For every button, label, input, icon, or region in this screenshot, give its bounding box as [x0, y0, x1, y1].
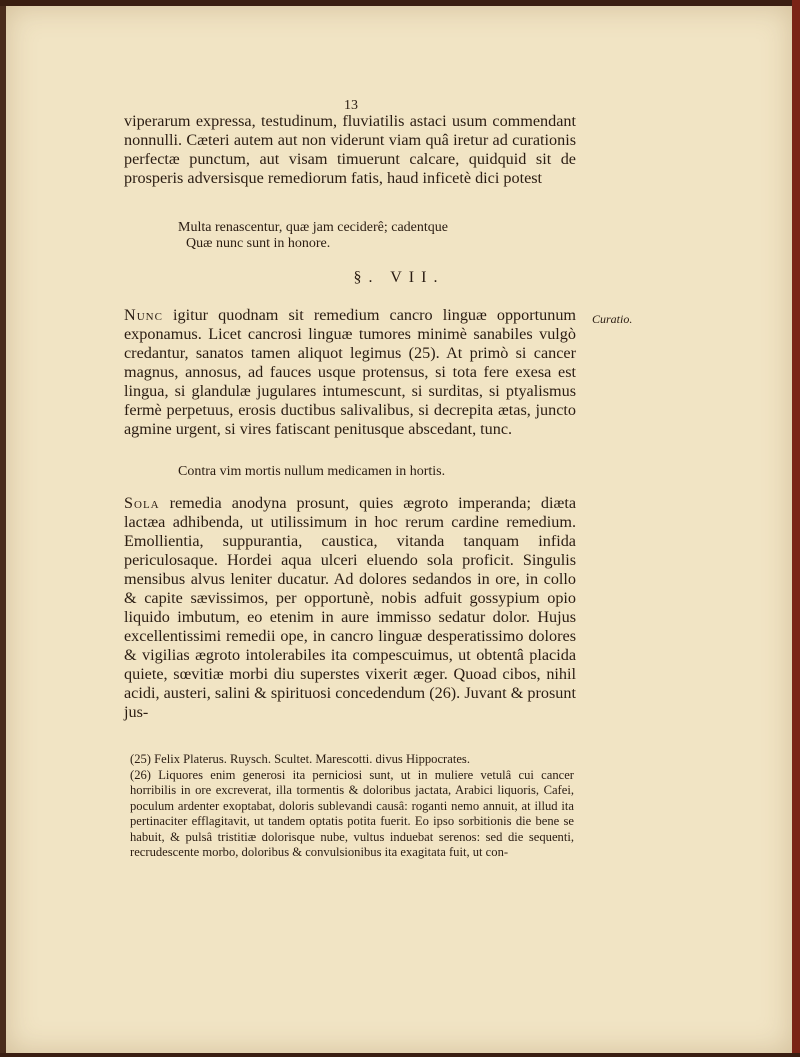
page-number: 13	[344, 98, 358, 113]
footnotes	[130, 752, 574, 861]
scan-edge-right	[792, 0, 800, 1057]
proverb-quote: Contra vim mortis nullum medicamen in hortis.	[178, 464, 446, 479]
book-page	[6, 6, 792, 1053]
paragraph-curatio	[124, 306, 576, 439]
paragraph-lead-word: Sola	[124, 494, 160, 512]
paragraph-lead-word: Nunc	[124, 306, 163, 324]
scan-edge-bottom	[0, 1053, 800, 1057]
paragraph-remedies	[124, 494, 576, 722]
verse-quote	[178, 220, 538, 252]
paragraph-body: igitur quodnam sit remedium cancro linguæ opportunum exponamus. Licet cancrosi linguæ tumores minimè sanabiles vulgò credantur, sanatos tamen aliquot legimus (25). At primò si cancer magnus, annosus, ad fauces usque protensus, si tota fere exesa est lingua, si glandulæ jugulares intumescunt, si surditas, si ptyalismus fermè perpetuus, erosis ductibus salivalibus, si decrepita ætas, juncto agmine urgent, si vires fatiscant penitusque abscedant, tunc.	[124, 306, 577, 438]
paragraph-body: remedia anodyna prosunt, quies ægroto imperanda; diæta lactæa adhibenda, ut utilissimum in hoc rerum cardine remedium. Emollientia, suppurantia, caustica, vitanda tanquam infida periculosaque. Hordei aqua ulceri eluendo sola proficit. Singulis mensibus alvus leniter ducatur. Ad dolores sedandos in ore, in collo & capite sævissimos, per opportunè, nobis adfuit gossypium opio liquido imbutum, eo etenim in aure immisso sedatur dolor. Hujus excellentissimi remedii ope, in cancro linguæ desperatissimo dolores & vigilias ægroto intolerabiles ita compescuimus, ut obtentâ placida quiete, sœvitiæ morbi diu superstes vixerit æger. Quoad cibos, nihil acidi, austeri, salini & spirituosi concedendum (26). Juvant & prosunt jus-	[124, 494, 576, 721]
footnote-25: (25) Felix Platerus. Ruysch. Scultet. Marescotti. divus Hippocrates.	[130, 752, 470, 766]
footnote-26: (26) Liquores enim generosi ita perniciosi sunt, ut in muliere vetulâ cui cancer horribilis in ore excreverat, illa tormentis & doloribus jactata, Arabici liquoris, Cafei, poculum ardenter exoptabat, doloris sublevandi causâ: roganti nemo annuit, at illud ita pertinaciter efflagitavit, ut tandem optatis potita fuerit. Eo ipso sorbitionis die bene se habuit, & pulsâ tristitiæ dolorisque nube, vultus induebat serenos: sed die sequenti, recrudescente morbo, doloribus & convulsionibus ita exagitata fuit, ut con-	[130, 767, 574, 859]
verse-line-2: Quæ nunc sunt in honore.	[186, 236, 331, 251]
verse-line-1: Multa renascentur, quæ jam ceciderê; cadentque	[178, 220, 448, 235]
paragraph-intro: viperarum expressa, testudinum, fluviatilis astaci usum commendant nonnulli. Cæteri autem aut non viderunt viam quâ iretur ad curationis perfectæ punctum, aut visam timuerunt calcare, quidquid sit de prosperis adversisque remediorum fatis, haud inficetè dici potest	[124, 112, 576, 187]
section-heading: §. VII.	[353, 269, 445, 286]
margin-note: Curatio.	[592, 312, 633, 326]
